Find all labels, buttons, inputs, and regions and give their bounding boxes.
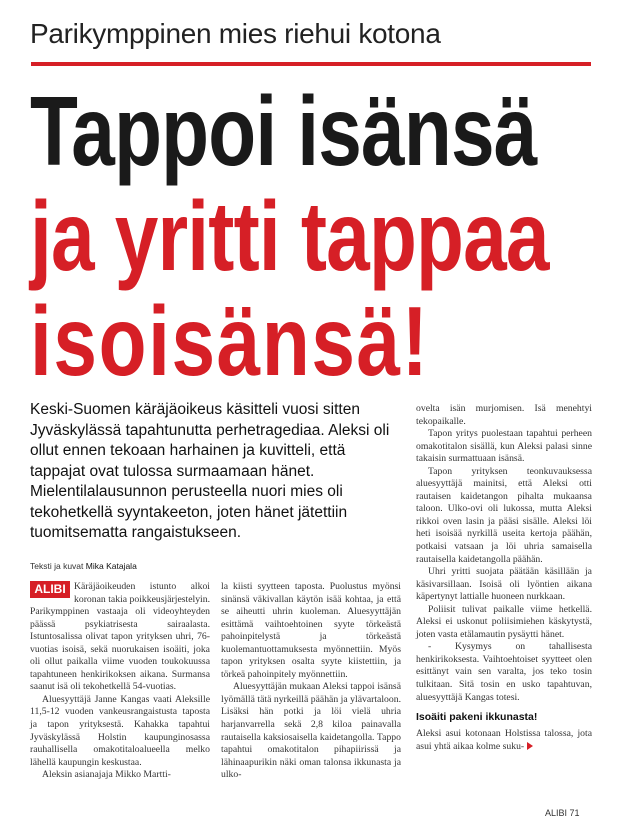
triangle-right-icon <box>527 742 533 750</box>
byline-author: Mika Katajala <box>85 561 137 571</box>
body-column-1 <box>30 581 210 782</box>
headline-line-3: isoisänsä! <box>30 286 430 396</box>
subheading: Isoäiti pakeni ikkunasta! <box>416 711 538 724</box>
paragraph: Tapon yritys puolestaan tapahtui perheen omakotitalon sisällä, kun Aleksi palasi sinne takaisin surmattuaan isänsä. <box>416 428 592 465</box>
byline-prefix: Teksti ja kuvat <box>30 561 84 571</box>
byline <box>30 561 280 572</box>
lead-paragraph: Keski-Suomen käräjäoikeus käsitteli vuosi sitten Jyväskylässä tapahtunutta perhetragediaa. Aleksi oli ollut ennen tekoaan harhainen ja kuvitteli, että tappajat ovat tulossa surmaamaan hänet. Mielentilalausunnon perusteella nuori mies oli tekohetkellä syyntakeeton, joten hänet jätettiin tuomitsematta rangaistukseen. <box>30 401 390 541</box>
paragraph: ALIBI Käräjäoikeuden istunto alkoi koronan takia poikkeusjärjestelyin. Parikymppinen vastaaja oli videoyhteyden päässä psykiatrisesta sairaalasta. Istuntosalissa olivat tapon yrityksen uhri, 76-vuotias isoisä, sekä nuorukaisen isoäiti, joka oli ollut paikalla viime vuoden toukokuussa tapahtuneen henkirikoksen aikana. Surmansa saanut isä oli tekohetkellä 54-vuotias. <box>30 581 210 693</box>
paragraph: ovelta isän murjomisen. Isä menehtyi tekopaikalle. <box>416 403 592 427</box>
paragraph: Uhri yritti suojata päätään käsillään ja käsivarsillaan. Isoisä oli lyöntien aikana käpertynyt lattialle huoneen nurkkaan. <box>416 566 592 603</box>
paragraph: Tapon yrityksen teonkuvauksessa aluesyyttäjä mainitsi, että Aleksi otti rautaisen kaidetangon pihalta mukaansa taloon. Ulko-ovi oli lukossa, mutta Aleksi rikkoi oven lasin ja pääsi sisälle. Aleksi löi heti isoisää nyrkillä useita kertoja päähän, potkaisi vatsaan ja löi uhria samaisella rautaisella kaidetangolla päähän. <box>416 465 592 565</box>
headline-line-1: Tappoi isänsä <box>30 76 537 186</box>
page-number: ALIBI 71 <box>545 808 580 818</box>
paragraph: la kiisti syytteen taposta. Puolustus myönsi sinänsä väkivallan käytön isää kohtaa, ja että se aiheutti uhrin kuoleman. Aluesyyttäjän esittämä vaihtoehtoinen syyte törkeästä pahoinpitelystä ja törkeästä kuolemantuottamuksesta myönnettiin. Myös tapon yrityksen osalta syyte kiistettiin, ja törkeä pahoinpitely myönnettiin. <box>221 581 401 680</box>
paragraph: Aluesyyttäjän mukaan Aleksi tappoi isänsä lyömällä tätä nyrkeillä päähän ja ylävartaloon. Lisäksi hän potki ja löi vielä uhria harjanvarrella sekä 2,8 kiloa painavalla rautaisella kaksiosaisella kaidetangolla. Tappo tapahtui omakotitalon pihapiirissä ja lähinaapurikin näki oman talonsa ikkunasta ja ulko- <box>221 681 401 781</box>
paragraph: Aluesyyttäjä Janne Kangas vaati Aleksille 11,5-12 vuoden vankeusrangaistusta taposta ja tapon yrityksestä. Kahakka tapahtui Jyväskylässä Holstin kaupunginosassa rauhallisella omakotitaloalueella melko lähellä kaupungin keskustaa. <box>30 693 210 768</box>
paragraph: Aleksi asui kotonaan Holstissa talossa, jota asui yhtä aikaa kolme suku- <box>416 728 592 752</box>
headline-line-2: ja yritti tappaa <box>30 181 549 291</box>
paragraph: Poliisit tulivat paikalle viime hetkellä. Aleksi ei uskonut poliisimiehen käskytystä, joten vasta etälamautin pysäytti hänet. <box>416 603 592 640</box>
body-column-3 <box>416 403 592 753</box>
divider-rule <box>31 62 591 66</box>
kicker-headline: Parikymppinen mies riehui kotona <box>30 18 441 49</box>
alibi-logo: ALIBI <box>30 581 70 598</box>
paragraph: Aleksin asianajaja Mikko Martti- <box>42 769 171 781</box>
body-column-2 <box>221 581 401 782</box>
paragraph: - Kysymys on tahallisesta henkirikoksesta. Vaihtoehtoiset syytteet olen esittänyt vain sen varalta, jos teko tosin tulkitaan. Sitä tosin en usko tapahtuvan, aluesyyttäjä Kangas totesi. <box>416 641 592 703</box>
